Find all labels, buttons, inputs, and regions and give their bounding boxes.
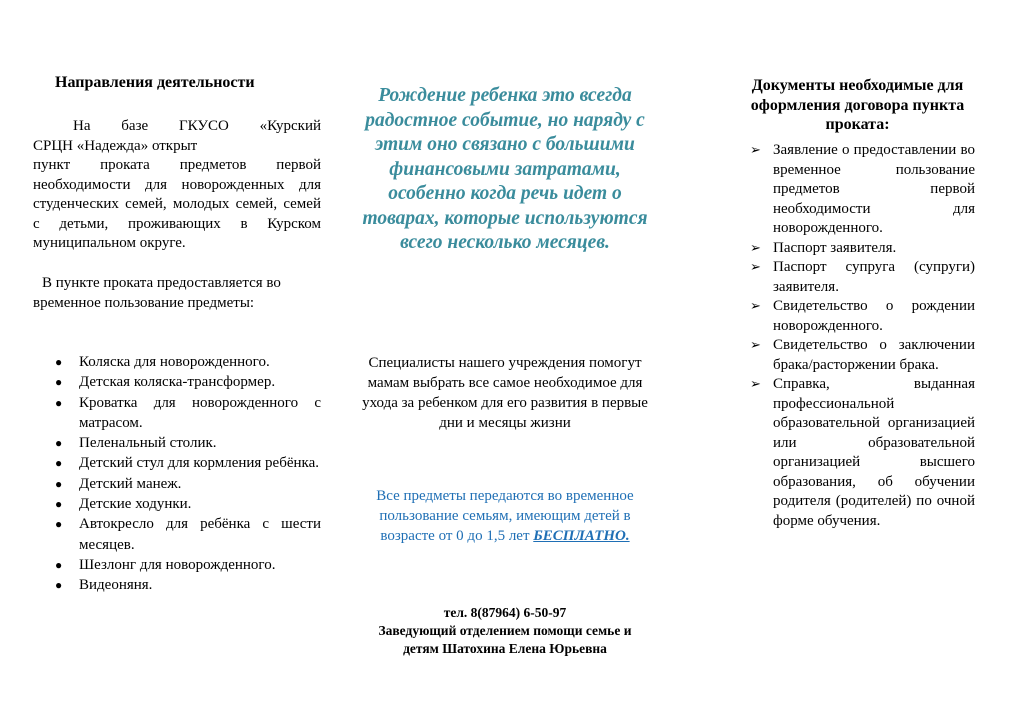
list-item: ● Детский манеж. [33,474,321,494]
arrow-bullet-icon: ➢ [750,299,761,314]
list-item: ● Детская коляска-трансформер. [33,372,321,392]
arrow-bullet-icon: ➢ [750,240,761,256]
bullet-dot-icon: ● [55,355,63,369]
list-item: ➢ Свидетельство о рождении новорожденного. [750,298,975,334]
specialists-text: Специалисты нашего учреждения помогут мамам выбрать все самое необходимое для ухода за ребенком для его развития в первые дни и месяцы жизни [362,355,648,431]
bullet-dot-icon: ● [55,456,63,471]
bullet-dot-icon: ● [55,476,63,491]
bullet-dot-icon: ● [55,395,63,410]
bullet-dot-icon: ● [55,436,63,451]
documents-heading: Документы необходимые для оформления договора пункта проката: [750,77,965,133]
intro-line-1: На базе ГКУСО «Курский [73,118,321,134]
arrow-bullet-icon: ➢ [750,260,761,275]
arrow-bullet-icon: ➢ [750,377,761,392]
list-item: ● Детский стул для кормления ребёнка. [33,453,321,473]
list-item: ● Пеленальный столик. [33,433,321,453]
intro-paragraph [33,117,321,254]
arrow-bullet-icon: ➢ [750,338,761,353]
list-item: ● Шезлонг для новорожденного. [33,555,321,575]
contact-block [360,604,650,658]
list-item: ➢ Справка, выданная профессиональной образовательной организацией или образовательной организацией высшего образования, об обучении родителя (родителей) по очной форме обучения. [750,376,975,529]
bullet-dot-icon: ● [55,557,63,572]
documents-list [735,141,975,531]
bullet-dot-icon: ● [55,517,63,532]
list-item: ● Видеоняня. [33,575,321,595]
list-item: ➢ Заявление о предоставлении во временное пользование предметов первой необходимости для новорожденного. [750,142,975,236]
list-item: ● Коляска для новорожденного. [33,352,321,372]
list-item: ➢ Паспорт супруга (супруги) заявителя. [750,259,975,295]
activities-heading: Направления деятельности [55,74,255,91]
bullet-dot-icon: ● [55,375,63,390]
bullet-dot-icon: ● [55,578,63,593]
list-item: ➢ Свидетельство о заключении брака/расторжении брака. [750,337,975,373]
free-rental-notice [360,486,650,546]
list-item: ➢ Паспорт заявителя. [735,239,975,259]
free-word: БЕСПЛАТНО. [533,528,630,544]
free-rental-text: Все предметы передаются во временное пользование семьям, имеющим детей в возрасте от 0 до 1,5 лет [376,488,634,544]
slogan-text: Рождение ребенка это всегда радостное событие, но наряду с этим оно связано с большими финансовыми затратами, особенно когда речь идет о товарах, которые используются всего несколько месяцев. [362,85,648,253]
arrow-bullet-icon: ➢ [750,143,761,158]
list-item: ● Детские ходунки. [33,494,321,514]
phone-number: тел. 8(87964) 6-50-97 [443,605,567,620]
intro-rest: пункт проката предметов первой необходимости для новорожденных для студенческих семей, молодых семей, семей с детьми, проживающих в Курском муниципальном округе. [33,157,321,251]
rental-items-list [33,352,321,596]
bullet-dot-icon: ● [55,497,63,512]
list-item: ● Автокресло для ребёнка с шести месяцев. [55,516,321,553]
provided-paragraph [33,274,321,313]
intro-line-2: СРЦН «Надежда» открыт [33,137,198,154]
list-item: ● Кроватка для новорожденного с матрасом. [55,394,321,431]
provided-text: В пункте проката предоставляется во временное пользование предметы: [33,275,281,311]
head-of-department: Заведующий отделением помощи семье и детям Шатохина Елена Юрьевна [378,623,632,656]
